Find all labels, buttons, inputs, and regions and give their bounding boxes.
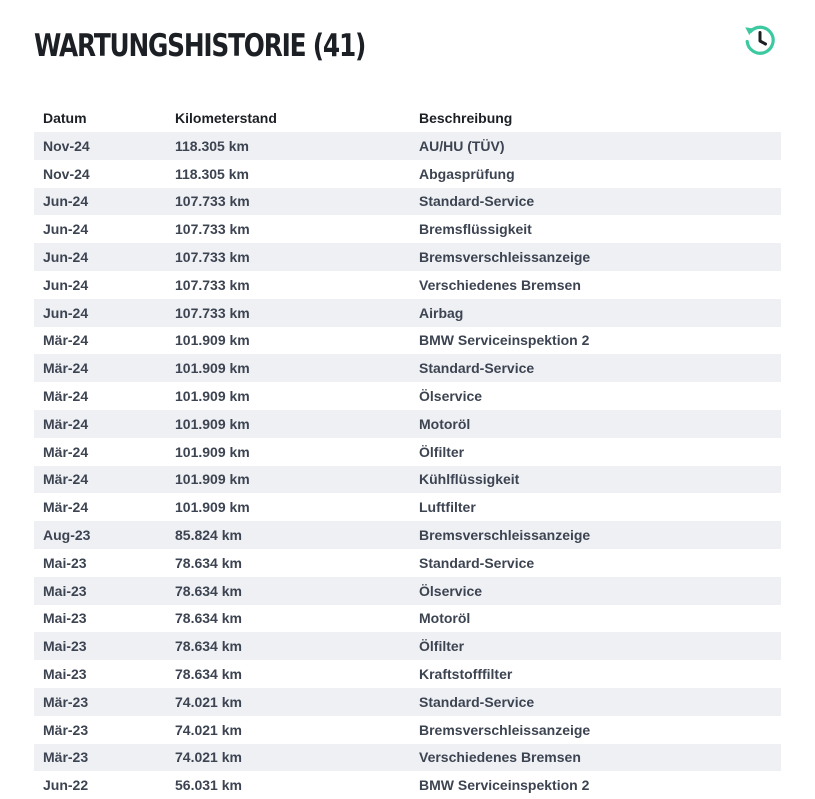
cell-km: 78.634 km xyxy=(166,632,410,660)
cell-date: Jun-24 xyxy=(34,243,166,271)
table-row xyxy=(34,188,781,216)
cell-date: Mai-23 xyxy=(34,549,166,577)
cell-km: 101.909 km xyxy=(166,327,410,355)
cell-description: Kraftstofffilter xyxy=(410,660,781,688)
page-title: WARTUNGSHISTORIE (41) xyxy=(34,28,366,64)
cell-description: Luftfilter xyxy=(410,493,781,521)
cell-description: Abgasprüfung xyxy=(410,160,781,188)
cell-date: Mär-23 xyxy=(34,716,166,744)
cell-date: Mär-23 xyxy=(34,744,166,772)
cell-description: Motoröl xyxy=(410,410,781,438)
maintenance-history-header xyxy=(34,26,784,70)
cell-date: Aug-23 xyxy=(34,521,166,549)
history-button[interactable] xyxy=(740,20,780,60)
table-row xyxy=(34,771,781,799)
cell-date: Mai-23 xyxy=(34,660,166,688)
table-row xyxy=(34,382,781,410)
cell-date: Jun-24 xyxy=(34,271,166,299)
table-row xyxy=(34,299,781,327)
cell-description: Ölservice xyxy=(410,382,781,410)
table-row xyxy=(34,410,781,438)
cell-description: Standard-Service xyxy=(410,188,781,216)
cell-km: 78.634 km xyxy=(166,549,410,577)
column-header-date: Datum xyxy=(43,110,87,126)
table-row xyxy=(34,215,781,243)
cell-km: 101.909 km xyxy=(166,410,410,438)
column-header-km: Kilometerstand xyxy=(175,110,277,126)
table-row xyxy=(34,354,781,382)
cell-date: Jun-24 xyxy=(34,215,166,243)
cell-description: Bremsflüssigkeit xyxy=(410,215,781,243)
maintenance-history-table xyxy=(34,104,781,799)
cell-date: Mär-24 xyxy=(34,493,166,521)
cell-date: Nov-24 xyxy=(34,160,166,188)
cell-date: Mär-24 xyxy=(34,354,166,382)
cell-km: 107.733 km xyxy=(166,243,410,271)
cell-km: 101.909 km xyxy=(166,466,410,494)
cell-km: 78.634 km xyxy=(166,577,410,605)
cell-date: Mär-24 xyxy=(34,466,166,494)
cell-description: Kühlflüssigkeit xyxy=(410,466,781,494)
cell-description: BMW Serviceinspektion 2 xyxy=(410,327,781,355)
cell-date: Mai-23 xyxy=(34,605,166,633)
cell-date: Jun-22 xyxy=(34,771,166,799)
cell-date: Nov-24 xyxy=(34,132,166,160)
cell-description: Bremsverschleissanzeige xyxy=(410,243,781,271)
cell-km: 85.824 km xyxy=(166,521,410,549)
cell-km: 107.733 km xyxy=(166,271,410,299)
cell-description: Motoröl xyxy=(410,605,781,633)
cell-date: Mär-24 xyxy=(34,410,166,438)
cell-date: Mai-23 xyxy=(34,632,166,660)
cell-km: 118.305 km xyxy=(166,160,410,188)
cell-date: Jun-24 xyxy=(34,299,166,327)
table-row xyxy=(34,716,781,744)
cell-date: Mär-23 xyxy=(34,688,166,716)
cell-km: 101.909 km xyxy=(166,493,410,521)
table-row xyxy=(34,243,781,271)
table-row xyxy=(34,132,781,160)
table-row xyxy=(34,493,781,521)
cell-date: Mär-24 xyxy=(34,327,166,355)
cell-date: Mär-24 xyxy=(34,438,166,466)
cell-description: Ölfilter xyxy=(410,632,781,660)
cell-description: Bremsverschleissanzeige xyxy=(410,716,781,744)
cell-description: AU/HU (TÜV) xyxy=(410,132,781,160)
cell-km: 107.733 km xyxy=(166,215,410,243)
table-row xyxy=(34,577,781,605)
cell-description: BMW Serviceinspektion 2 xyxy=(410,771,781,799)
cell-km: 107.733 km xyxy=(166,299,410,327)
history-clock-icon xyxy=(741,21,779,59)
cell-km: 74.021 km xyxy=(166,688,410,716)
table-row xyxy=(34,521,781,549)
cell-km: 78.634 km xyxy=(166,605,410,633)
cell-description: Standard-Service xyxy=(410,549,781,577)
table-row xyxy=(34,160,781,188)
cell-description: Standard-Service xyxy=(410,688,781,716)
table-row xyxy=(34,660,781,688)
cell-description: Airbag xyxy=(410,299,781,327)
table-row xyxy=(34,744,781,772)
cell-km: 56.031 km xyxy=(166,771,410,799)
cell-km: 101.909 km xyxy=(166,438,410,466)
cell-km: 74.021 km xyxy=(166,744,410,772)
table-row xyxy=(34,438,781,466)
column-header-description: Beschreibung xyxy=(419,110,513,126)
table-row xyxy=(34,549,781,577)
cell-km: 74.021 km xyxy=(166,716,410,744)
cell-date: Mai-23 xyxy=(34,577,166,605)
cell-description: Standard-Service xyxy=(410,354,781,382)
table-row xyxy=(34,271,781,299)
cell-km: 101.909 km xyxy=(166,354,410,382)
cell-date: Mär-24 xyxy=(34,382,166,410)
table-row xyxy=(34,632,781,660)
table-body xyxy=(34,132,781,799)
cell-km: 101.909 km xyxy=(166,382,410,410)
cell-km: 107.733 km xyxy=(166,188,410,216)
cell-description: Verschiedenes Bremsen xyxy=(410,744,781,772)
table-row xyxy=(34,466,781,494)
cell-description: Ölfilter xyxy=(410,438,781,466)
cell-km: 78.634 km xyxy=(166,660,410,688)
table-row xyxy=(34,688,781,716)
cell-description: Verschiedenes Bremsen xyxy=(410,271,781,299)
cell-km: 118.305 km xyxy=(166,132,410,160)
table-row xyxy=(34,327,781,355)
cell-description: Bremsverschleissanzeige xyxy=(410,521,781,549)
table-header-row xyxy=(34,104,781,132)
table-row xyxy=(34,605,781,633)
cell-description: Ölservice xyxy=(410,577,781,605)
cell-date: Jun-24 xyxy=(34,188,166,216)
